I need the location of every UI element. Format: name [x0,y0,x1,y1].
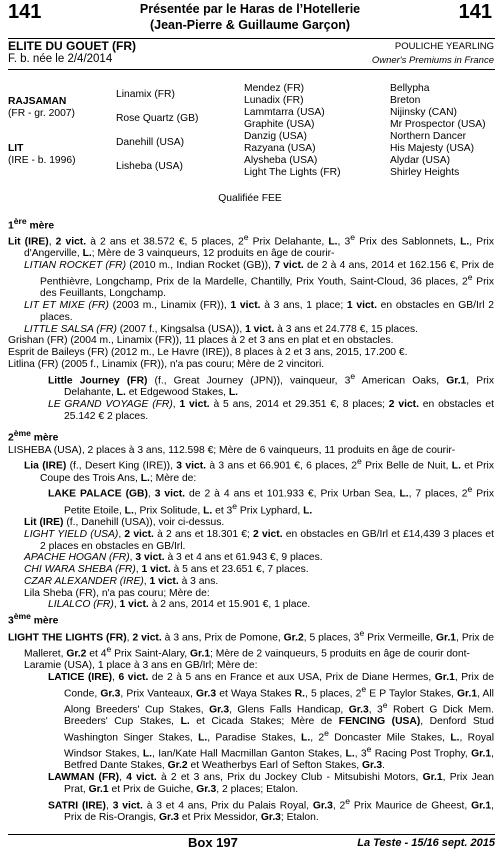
pedigree-g2-2: Rose Quartz (GB) [116,113,199,124]
pedigree-g4-6: His Majesty (USA) [390,143,475,154]
pedigree-g4-2: Breton [390,95,421,106]
produce-record [8,216,494,824]
produce-entry: Litlina (FR) (2005 f., Linamix (FR)), n'a pas couru; Mère de 2 vincitori. [8,359,325,371]
lot-number: 141 [8,1,42,23]
produce-entry: LAKE PALACE (GB), 3 vict. de 2 à 4 ans et 101.933 €, Prix Urban Sea, L., 7 places, 2e Prix Petite Etoile, L., Prix Solitude, L. et 3e Prix Lyphard, L. [48,484,494,517]
pedigree-g3-3: Lammtarra (USA) [244,107,325,118]
box-number: Box 197 [188,835,238,850]
catalogue-header [0,0,500,38]
produce-entry: CHI WARA SHEBA (FR), 1 vict. à 5 ans et 23.651 €, 7 places. [24,564,309,576]
section-heading: 1ère mère [8,216,55,232]
divider [8,69,495,70]
pedigree-g4-5: Northern Dancer [390,131,467,142]
dam-record: LISHEBA (USA), 2 places à 3 ans, 112.598 €; Mère de 6 vainqueurs, 11 produits en âge de courir- [8,444,456,456]
owners: (Jean-Pierre & Guillaume Garçon) [149,18,351,32]
produce-entry: LIGHT YIELD (USA), 2 vict. à 2 ans et 18.301 €; 2 vict. en obstacles en GB/Irl et £14,439 3 places et 2 places en obstacles en GB/Irl. [24,528,494,552]
produce-entry: LIT ET MIXE (FR) (2003 m., Linamix (FR)), 1 vict. à 3 ans, 1 place; 1 vict. en obstacles en GB/Irl 2 places. [24,300,494,323]
produce-entry: CZAR ALEXANDER (IRE), 1 vict. à 3 ans. [24,575,219,587]
dam-info: (IRE - b. 1996) [8,155,76,166]
produce-entry: LATICE (IRE), 6 vict. de 2 à 5 ans en France et aux USA, Prix de Diane Hermes, Gr.1, Prix de Conde, Gr.3, Prix Vanteaux, Gr.3 et Waya Stakes R., 5 places, 2e E P Taylor Stakes, Gr.1, All Along Breeders' Cup Stakes, Gr.3, Glens Falls Handicap, Gr.3, 3e Robert G Dick Mem. Breeders' Cup Stakes, L. et Cicada Stakes; Mère de FENCING (USA), Denford Stud Washington Singer Stakes, L., Paradise Stakes, L., 2e Doncaster Mile Stakes, L., Royal Windsor Stakes, L., Ian/Kate Hall Macmillan Ganton Stakes, L., 3e Racing Post Trophy, Gr.1, Betfred Dante Stakes, Gr.2 et Weatherbys Earl of Sefton Stakes, Gr.3. [48,671,494,772]
pedigree-table [8,80,498,182]
qualification: Qualifiée FEE [218,193,282,204]
dam: LIT [8,143,24,154]
premium-scheme: Owner's Premiums in France [371,55,494,66]
dam-record: LIGHT THE LIGHTS (FR), 2 vict. à 3 ans, Prix de Pomone, Gr.2, 5 places, 3e Prix Vermeille, Gr.1, Prix de Malleret, Gr.2 et 4e Prix Saint-Alary, Gr.1; Mère de 2 vainqueurs, 5 produits en âge de courir dont- [8,627,494,660]
section-heading: 3ème mère [8,611,59,627]
produce-entry: Lia (IRE) (f., Desert King (IRE)), 3 vict. à 3 ans et 66.901 €, 6 places, 2e Prix Belle de Nuit, L. et Prix Coupe des Trois Ans, L.; Mère de: [24,456,494,484]
horse-name: ELITE DU GOUET (FR) [8,39,136,53]
pedigree-g3-2: Lunadix (FR) [244,95,304,106]
pedigree-g4-4: Mr Prospector (USA) [390,119,486,130]
presenter: Présentée par le Haras de l’Hotellerie [139,2,361,16]
produce-entry: LITTLE SALSA (FR) (2007 f., Kingsalsa (USA)), 1 vict. à 3 ans et 24.778 €, 15 places. [24,323,418,335]
pedigree-g4-8: Shirley Heights [390,167,460,178]
horse-category: POULICHE YEARLING [394,41,494,52]
pedigree-g3-5: Danzig (USA) [244,131,307,142]
pedigree-g3-7: Alysheba (USA) [244,155,318,166]
produce-entry: LITIAN ROCKET (FR) (2010 m., Indian Rocket (GB)), 7 vict. de 2 à 4 ans, 2014 et 162.156 €, Prix de Penthièvre, Longchamp, Prix de la Mardelle, Chantilly, Prix Youth, Saint-Cloud, 36 places, 2e Prix des Feuillants, Longchamp. [24,260,494,300]
produce-entry: Laramie (USA), 1 place à 3 ans en GB/Irl; Mère de: [24,659,258,671]
dam-record: Lit (IRE), 2 vict. à 2 ans et 38.572 €, 5 places, 2e Prix Delahante, L., 3e Prix des Sablonnets, L., Prix d'Angerville, L.; Mère de 3 vainqueurs, 12 produits en âge de courir- [8,232,494,260]
pedigree-g2-3: Danehill (USA) [116,137,185,148]
produce-entry: Grishan (FR) (2004 m., Linamix (FR)), 11 places à 2 et 3 ans en plat et en obstacles. [8,335,394,347]
sire-info: (FR - gr. 2007) [8,108,75,119]
pedigree-g2-1: Linamix (FR) [116,89,175,100]
produce-entry: Little Journey (FR) (f., Great Journey (JPN)), vainqueur, 3e American Oaks, Gr.1, Prix Delahante, L. et Edgewood Stakes, L. [48,370,494,399]
pedigree-g4-1: Bellypha [390,83,430,94]
pedigree-g4-3: Nijinsky (CAN) [390,107,457,118]
pedigree-g2-4: Lisheba (USA) [116,161,183,172]
sale-venue-date: La Teste - 15/16 sept. 2015 [357,837,495,849]
produce-entry: Lila Sheba (FR), n'a pas couru; Mère de: [24,587,210,599]
horse-description: F. b. née le 2/4/2014 [8,53,113,65]
pedigree-g4-7: Alydar (USA) [390,155,451,166]
produce-entry: APACHE HOGAN (FR), 3 vict. à 3 et 4 ans et 61.943 €, 9 places. [24,552,323,564]
pedigree-g3-1: Mendez (FR) [244,83,305,94]
pedigree-g3-6: Razyana (USA) [244,143,316,154]
produce-entry: LILALCO (FR), 1 vict. à 2 ans, 2014 et 15.901 €, 1 place. [48,599,311,611]
produce-entry: LE GRAND VOYAGE (FR), 1 vict. à 5 ans, 2014 et 29.351 €, 8 places; 2 vict. en obstacles et 25.142 € 2 places. [48,398,494,422]
produce-entry: LAWMAN (FR), 4 vict. à 2 et 3 ans, Prix du Jockey Club - Mitsubishi Motors, Gr.1, Prix Jean Prat, Gr.1 et Prix de Guiche, Gr.3, 2 places; Etalon. [48,772,494,795]
section-heading: 2ème mère [8,428,59,444]
produce-entry: Lit (IRE) (f., Danehill (USA)), voir ci-dessus. [24,516,225,528]
page-footer [8,837,495,853]
divider [8,834,495,835]
sire: RAJSAMAN [8,96,67,107]
produce-entry: Esprit de Baileys (FR) (2012 m., Le Havre (IRE)), 8 places à 2 et 3 ans, 2015, 17.200 €. [8,347,408,359]
produce-entry: SATRI (IRE), 3 vict. à 3 et 4 ans, Prix du Palais Royal, Gr.3, 2e Prix Maurice de Gheest, Gr.1, Prix de Ris-Orangis, Gr.3 et Prix Messidor, Gr.3; Etalon. [48,795,494,823]
pedigree-g3-4: Graphite (USA) [244,119,315,130]
lot-number-right: 141 [458,1,492,23]
pedigree-g3-8: Light The Lights (FR) [244,167,341,178]
